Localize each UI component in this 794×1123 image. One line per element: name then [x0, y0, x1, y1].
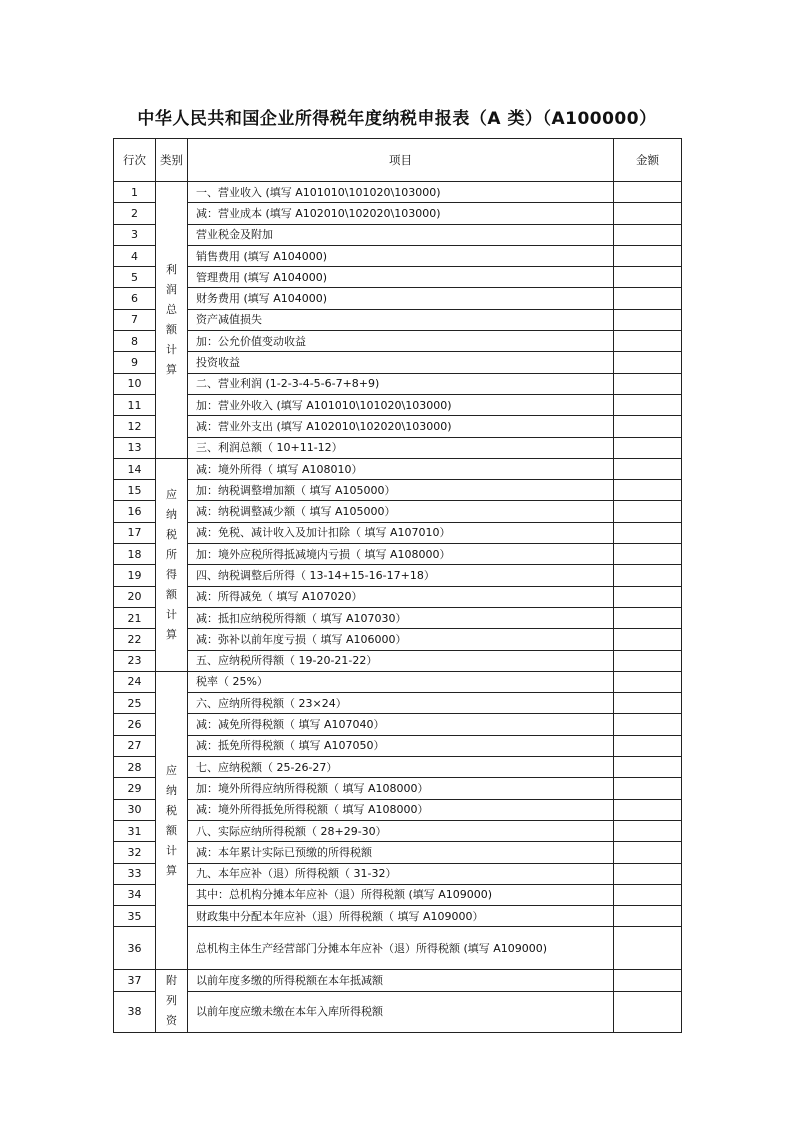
table-row — [114, 394, 682, 415]
item-text: 减：免税、减计收入及加计扣除（ 填写 A107010） — [188, 522, 614, 543]
row-number: 20 — [114, 586, 156, 607]
category-char: 总 — [166, 302, 177, 316]
item-text: 以前年度多缴的所得税额在本年抵减额 — [188, 970, 614, 991]
form-title: 中华人民共和国企业所得税年度纳税申报表（A 类）（A100000） — [137, 109, 657, 129]
item-text: 一、营业收入 (填写 A101010\101020\103000) — [188, 182, 614, 203]
table-row — [114, 842, 682, 863]
item-text: 加：境外所得应纳所得税额（ 填写 A108000） — [188, 778, 614, 799]
table-row — [114, 884, 682, 905]
table-row — [114, 458, 682, 479]
table-row — [114, 778, 682, 799]
row-number: 25 — [114, 693, 156, 714]
table-row — [114, 288, 682, 309]
item-text: 减：减免所得税额（ 填写 A107040） — [188, 714, 614, 735]
amount-field[interactable] — [614, 607, 682, 628]
row-number: 3 — [114, 224, 156, 245]
amount-field[interactable] — [614, 757, 682, 778]
row-number: 8 — [114, 331, 156, 352]
amount-field[interactable] — [614, 884, 682, 905]
table-row — [114, 267, 682, 288]
table-row — [114, 735, 682, 756]
category-char: 应 — [166, 487, 177, 501]
amount-field[interactable] — [614, 799, 682, 820]
amount-field[interactable] — [614, 416, 682, 437]
category-char: 纳 — [166, 507, 177, 521]
table-row — [114, 565, 682, 586]
table-row — [114, 522, 682, 543]
item-text: 九、本年应补（退）所得税额（ 31-32） — [188, 863, 614, 884]
amount-field[interactable] — [614, 288, 682, 309]
table-row — [114, 544, 682, 565]
amount-field[interactable] — [614, 437, 682, 458]
table-row — [114, 501, 682, 522]
table-row — [114, 607, 682, 628]
category-cell — [156, 671, 188, 970]
item-text: 减：境外所得抵免所得税额（ 填写 A108000） — [188, 799, 614, 820]
category-char: 润 — [166, 282, 177, 296]
row-number: 26 — [114, 714, 156, 735]
amount-field[interactable] — [614, 458, 682, 479]
table-row — [114, 629, 682, 650]
header-row-no: 行次 — [114, 139, 156, 182]
category-char: 利 — [166, 262, 177, 276]
row-number: 23 — [114, 650, 156, 671]
row-number: 7 — [114, 309, 156, 330]
amount-field[interactable] — [614, 906, 682, 927]
amount-field[interactable] — [614, 245, 682, 266]
item-text: 其中：总机构分摊本年应补（退）所得税额 (填写 A109000) — [188, 884, 614, 905]
category-char: 额 — [166, 587, 177, 601]
row-number: 11 — [114, 394, 156, 415]
table-row — [114, 224, 682, 245]
item-text: 税率（ 25%） — [188, 671, 614, 692]
amount-field[interactable] — [614, 331, 682, 352]
row-number: 13 — [114, 437, 156, 458]
amount-field[interactable] — [614, 970, 682, 991]
table-row — [114, 927, 682, 970]
row-number: 5 — [114, 267, 156, 288]
item-text: 加：纳税调整增加额（ 填写 A105000） — [188, 480, 614, 501]
amount-field[interactable] — [614, 629, 682, 650]
row-number: 31 — [114, 820, 156, 841]
amount-field[interactable] — [614, 927, 682, 970]
amount-field[interactable] — [614, 650, 682, 671]
item-text: 销售费用 (填写 A104000) — [188, 245, 614, 266]
item-text: 加：公允价值变动收益 — [188, 331, 614, 352]
row-number: 29 — [114, 778, 156, 799]
item-text: 五、应纳税所得额（ 19-20-21-22） — [188, 650, 614, 671]
category-char: 计 — [166, 607, 177, 621]
item-text: 投资收益 — [188, 352, 614, 373]
header-item: 项目 — [188, 139, 614, 182]
table-row — [114, 863, 682, 884]
row-number: 15 — [114, 480, 156, 501]
amount-field[interactable] — [614, 991, 682, 1032]
amount-field[interactable] — [614, 352, 682, 373]
amount-field[interactable] — [614, 267, 682, 288]
row-number: 1 — [114, 182, 156, 203]
table-row — [114, 906, 682, 927]
row-number: 21 — [114, 607, 156, 628]
item-text: 营业税金及附加 — [188, 224, 614, 245]
amount-field[interactable] — [614, 842, 682, 863]
item-text: 三、利润总额（ 10+11-12） — [188, 437, 614, 458]
table-row — [114, 820, 682, 841]
table-row — [114, 671, 682, 692]
row-number: 38 — [114, 991, 156, 1032]
category-char: 计 — [166, 843, 177, 857]
item-text: 六、应纳所得税额（ 23×24） — [188, 693, 614, 714]
amount-field[interactable] — [614, 863, 682, 884]
row-number: 19 — [114, 565, 156, 586]
category-char: 附 — [166, 974, 177, 988]
row-number: 12 — [114, 416, 156, 437]
tax-return-table — [113, 138, 682, 1033]
row-number: 27 — [114, 735, 156, 756]
table-row — [114, 714, 682, 735]
category-char: 资 — [166, 1014, 177, 1028]
item-text: 减：所得减免（ 填写 A107020） — [188, 586, 614, 607]
amount-field[interactable] — [614, 714, 682, 735]
category-char: 算 — [166, 863, 177, 877]
table-row — [114, 352, 682, 373]
table-row — [114, 182, 682, 203]
table-row — [114, 203, 682, 224]
row-number: 30 — [114, 799, 156, 820]
header-amount: 金额 — [614, 139, 682, 182]
amount-field[interactable] — [614, 522, 682, 543]
item-text: 四、纳税调整后所得（ 13-14+15-16-17+18） — [188, 565, 614, 586]
amount-field[interactable] — [614, 203, 682, 224]
item-text: 减：境外所得（ 填写 A108010） — [188, 458, 614, 479]
category-cell — [156, 182, 188, 459]
row-number: 14 — [114, 458, 156, 479]
amount-field[interactable] — [614, 820, 682, 841]
amount-field[interactable] — [614, 182, 682, 203]
table-body — [114, 182, 682, 1033]
table-row — [114, 650, 682, 671]
row-number: 33 — [114, 863, 156, 884]
row-number: 35 — [114, 906, 156, 927]
row-number: 9 — [114, 352, 156, 373]
row-number: 24 — [114, 671, 156, 692]
amount-field[interactable] — [614, 586, 682, 607]
row-number: 2 — [114, 203, 156, 224]
row-number: 10 — [114, 373, 156, 394]
item-text: 减：抵扣应纳税所得额（ 填写 A107030） — [188, 607, 614, 628]
item-text: 减：本年累计实际已预缴的所得税额 — [188, 842, 614, 863]
row-number: 32 — [114, 842, 156, 863]
table-row — [114, 991, 682, 1032]
category-char: 税 — [166, 803, 177, 817]
category-char: 列 — [166, 994, 177, 1008]
table-row — [114, 970, 682, 991]
header-category: 类别 — [156, 139, 188, 182]
row-number: 37 — [114, 970, 156, 991]
table-row — [114, 309, 682, 330]
amount-field[interactable] — [614, 373, 682, 394]
amount-field[interactable] — [614, 309, 682, 330]
category-char: 应 — [166, 763, 177, 777]
item-text: 加：境外应税所得抵减境内亏损（ 填写 A108000） — [188, 544, 614, 565]
row-number: 4 — [114, 245, 156, 266]
item-text: 财务费用 (填写 A104000) — [188, 288, 614, 309]
item-text: 以前年度应缴未缴在本年入库所得税额 — [188, 991, 614, 1032]
category-char: 纳 — [166, 783, 177, 797]
item-text: 总机构主体生产经营部门分摊本年应补（退）所得税额 (填写 A109000) — [188, 927, 614, 970]
amount-field[interactable] — [614, 224, 682, 245]
category-char: 算 — [166, 627, 177, 641]
item-text: 管理费用 (填写 A104000) — [188, 267, 614, 288]
category-cell — [156, 970, 188, 1032]
table-row — [114, 693, 682, 714]
amount-field[interactable] — [614, 394, 682, 415]
item-text: 减：弥补以前年度亏损（ 填写 A106000） — [188, 629, 614, 650]
row-number: 6 — [114, 288, 156, 309]
row-number: 17 — [114, 522, 156, 543]
table-row — [114, 757, 682, 778]
amount-field[interactable] — [614, 480, 682, 501]
item-text: 加：营业外收入 (填写 A101010\101020\103000) — [188, 394, 614, 415]
row-number: 16 — [114, 501, 156, 522]
category-char: 额 — [166, 823, 177, 837]
category-cell — [156, 458, 188, 671]
amount-field[interactable] — [614, 735, 682, 756]
table-row — [114, 799, 682, 820]
table-row — [114, 416, 682, 437]
category-char: 得 — [166, 567, 177, 581]
amount-field[interactable] — [614, 544, 682, 565]
item-text: 减：营业外支出 (填写 A102010\102020\103000) — [188, 416, 614, 437]
item-text: 资产减值损失 — [188, 309, 614, 330]
item-text: 七、应纳税额（ 25-26-27） — [188, 757, 614, 778]
row-number: 22 — [114, 629, 156, 650]
item-text: 减：纳税调整减少额（ 填写 A105000） — [188, 501, 614, 522]
amount-field[interactable] — [614, 501, 682, 522]
category-char: 所 — [166, 547, 177, 561]
table-row — [114, 331, 682, 352]
category-char: 计 — [166, 342, 177, 356]
table-row — [114, 480, 682, 501]
row-number: 18 — [114, 544, 156, 565]
item-text: 八、实际应纳所得税额（ 28+29-30） — [188, 820, 614, 841]
table-row — [114, 373, 682, 394]
row-number: 34 — [114, 884, 156, 905]
amount-field[interactable] — [614, 671, 682, 692]
table-header-row — [114, 139, 682, 182]
item-text: 财政集中分配本年应补（退）所得税额（ 填写 A109000） — [188, 906, 614, 927]
row-number: 28 — [114, 757, 156, 778]
amount-field[interactable] — [614, 778, 682, 799]
item-text: 减：营业成本 (填写 A102010\102020\103000) — [188, 203, 614, 224]
item-text: 二、营业利润 (1-2-3-4-5-6-7+8+9) — [188, 373, 614, 394]
category-char: 税 — [166, 527, 177, 541]
amount-field[interactable] — [614, 693, 682, 714]
category-char: 算 — [166, 362, 177, 376]
amount-field[interactable] — [614, 565, 682, 586]
row-number: 36 — [114, 927, 156, 970]
item-text: 减：抵免所得税额（ 填写 A107050） — [188, 735, 614, 756]
table-row — [114, 437, 682, 458]
category-char: 额 — [166, 322, 177, 336]
table-row — [114, 586, 682, 607]
table-row — [114, 245, 682, 266]
